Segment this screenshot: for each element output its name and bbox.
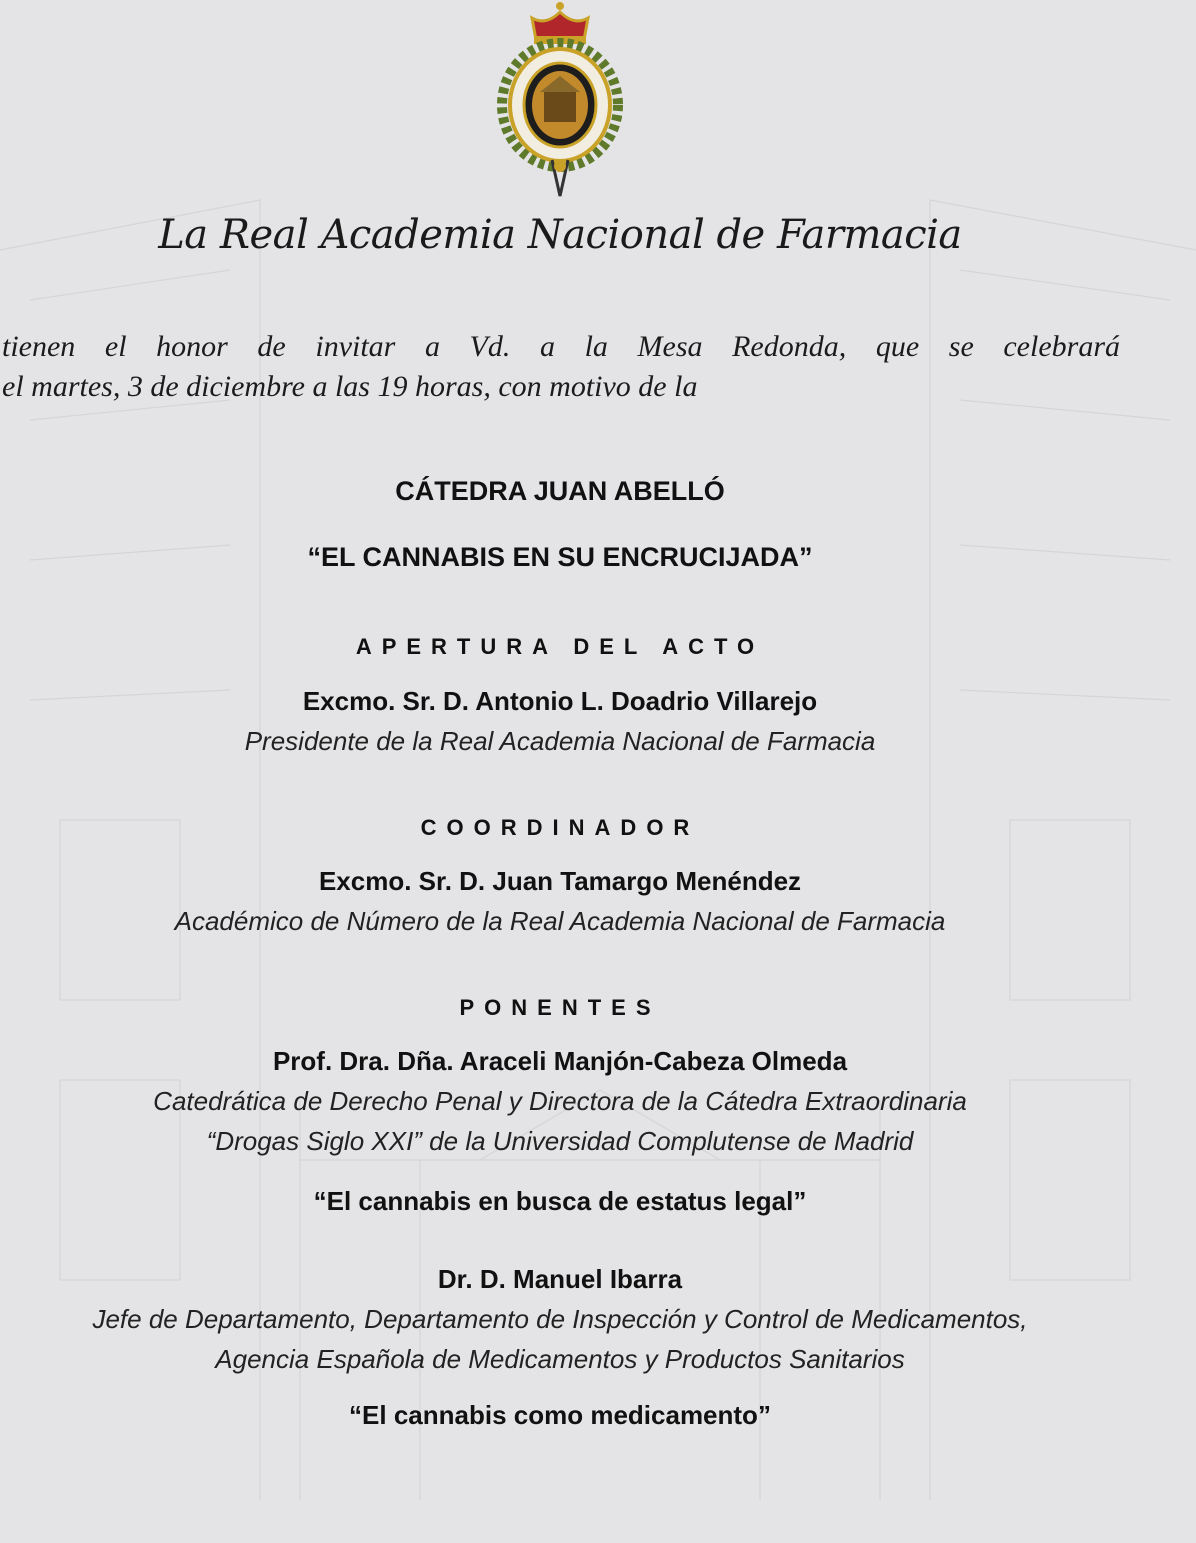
speaker-2-role-line-1: Jefe de Departamento, Departamento de Inspección y Control de Medicamentos, bbox=[92, 1304, 1028, 1334]
academy-title: La Real Academia Nacional de Farmacia bbox=[158, 212, 962, 258]
opening-heading: APERTURA DEL ACTO bbox=[355, 634, 765, 659]
crown-icon bbox=[532, 2, 588, 44]
opening-role: Presidente de la Real Academia Nacional de Farmacia bbox=[244, 726, 876, 756]
opening-name: Excmo. Sr. D. Antonio L. Doadrio Villarejo bbox=[302, 686, 818, 716]
speaker-1-role-line-2: “Drogas Siglo XXI” de la Universidad Complutense de Madrid bbox=[206, 1126, 914, 1156]
chair-title: CÁTEDRA JUAN ABELLÓ bbox=[395, 476, 725, 506]
speaker-1-role-line-1: Catedrática de Derecho Penal y Directora de la Cátedra Extraordinaria bbox=[153, 1086, 967, 1116]
speaker-2-name: Dr. D. Manuel Ibarra bbox=[437, 1264, 683, 1294]
speaker-1-name: Prof. Dra. Dña. Araceli Manjón-Cabeza Olmeda bbox=[272, 1046, 848, 1076]
invitation-line-1: tienen el honor de invitar a Vd. a la Mesa Redonda, que se celebrará bbox=[2, 330, 1120, 363]
event-title: “EL CANNABIS EN SU ENCRUCIJADA” bbox=[307, 542, 813, 572]
coordinator-role: Académico de Número de la Real Academia Nacional de Farmacia bbox=[174, 906, 946, 936]
speakers-heading: PONENTES bbox=[459, 995, 661, 1020]
speaker-2-talk-title: “El cannabis como medicamento” bbox=[349, 1400, 771, 1430]
coordinator-name: Excmo. Sr. D. Juan Tamargo Menéndez bbox=[318, 866, 802, 896]
invitation-line-2: el martes, 3 de diciembre a las 19 horas, con motivo de la bbox=[2, 370, 698, 403]
speaker-2-role-line-2: Agencia Española de Medicamentos y Productos Sanitarios bbox=[215, 1344, 905, 1374]
academy-coat-of-arms-icon bbox=[496, 0, 624, 200]
coordinator-heading: COORDINADOR bbox=[420, 815, 700, 840]
speaker-1-talk-title: “El cannabis en busca de estatus legal” bbox=[313, 1186, 807, 1216]
